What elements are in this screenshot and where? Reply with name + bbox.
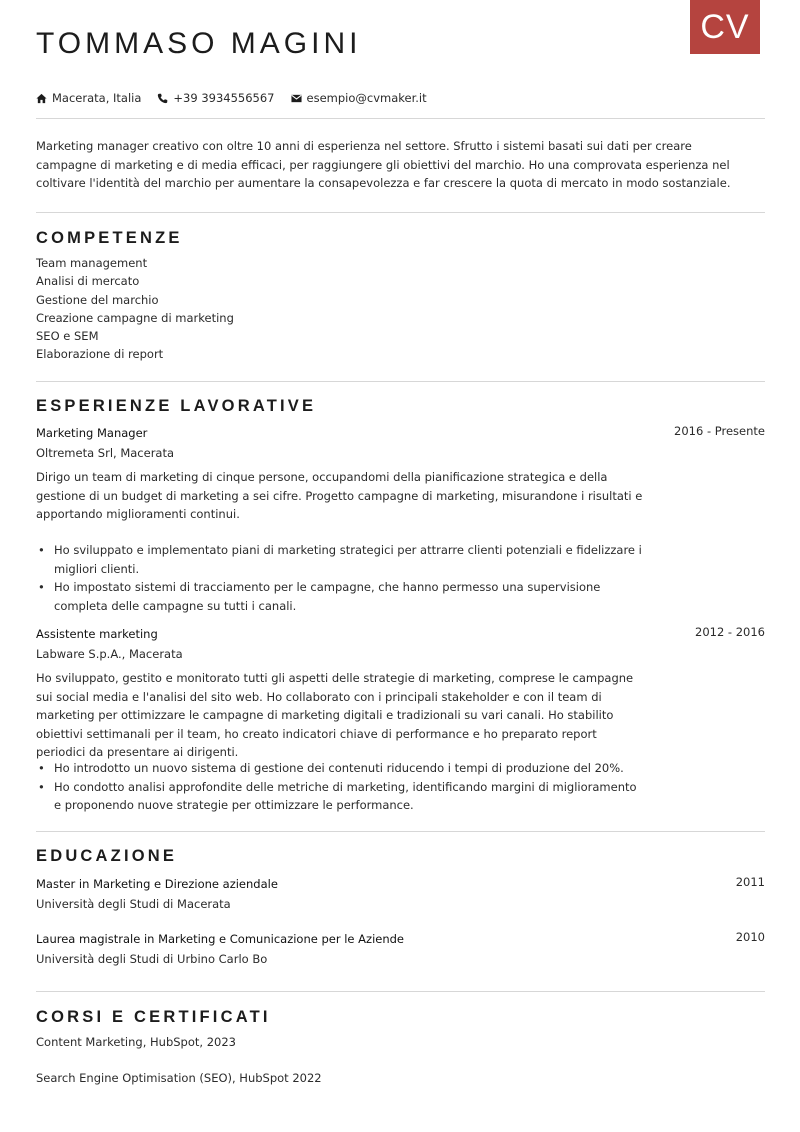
bullet-icon: • [38, 580, 45, 594]
achievement-item [36, 778, 646, 815]
job-dates: 2012 - 2016 [695, 625, 765, 639]
divider [36, 212, 765, 213]
course-item: Content Marketing, HubSpot, 2023 [36, 1035, 236, 1049]
degree-year: 2011 [735, 875, 765, 889]
cv-badge: CV [690, 0, 760, 54]
job-description: Dirigo un team di marketing di cinque persone, occupandomi della pianificazione strategica e della gestione di un budget di marketing a sei cifre. Progetto campagne di marketing, misurandone i risultati e apportando miglioramenti continui. [36, 470, 643, 521]
bullet-icon: • [38, 761, 45, 775]
divider [36, 381, 765, 382]
skill-item: Team management [36, 256, 148, 270]
section-title-education: EDUCAZIONE [36, 847, 178, 865]
envelope-icon [291, 94, 302, 103]
job-achievements [36, 541, 646, 615]
degree-school: Università degli Studi di Urbino Carlo Bo [36, 952, 268, 966]
skill-item: SEO e SEM [36, 329, 99, 344]
job-description: Ho sviluppato, gestito e monitorato tutti gli aspetti delle strategie di marketing, comprese le campagne sui social media e l'analisi del sito web. Ho collaborato con i principali stakeholder e con il team di marketing per ottimizzare le campagne di marketing digitali e tradizionali su vari canali. Ho stabilito obiettivi settimanali per il team, ho creato indicatori chiave di performance e ho preparato report periodici da presentare ai dirigenti. [36, 671, 634, 759]
home-icon [36, 93, 47, 104]
job-title: Assistente marketing [36, 627, 158, 641]
contact-bar [36, 90, 443, 106]
contact-email[interactable] [291, 91, 427, 105]
job-company: Oltremeta Srl, Macerata [36, 446, 175, 460]
section-title-experience: ESPERIENZE LAVORATIVE [36, 397, 317, 415]
profile-summary: Marketing manager creativo con oltre 10 anni di esperienza nel settore. Sfrutto i sistemi basati sui dati per creare campagne di marketing e di media efficaci, per raggiungere gli obiettivi del marchio. Ho una comprovata esperienza nel coltivare l'identità del marchio per aumentare la consapevolezza e far crescere la quota di mercato in modo sostanziale. [36, 139, 731, 190]
skill-item: Analisi di mercato [36, 274, 140, 289]
phone-icon [157, 93, 168, 104]
bullet-icon: • [38, 543, 45, 557]
course-item: Search Engine Optimisation (SEO), HubSpot 2022 [36, 1071, 322, 1085]
divider [36, 118, 765, 119]
degree-title: Laurea magistrale in Marketing e Comunicazione per le Aziende [36, 932, 404, 946]
achievement-item [36, 578, 646, 615]
location-text: Macerata, Italia [52, 91, 142, 105]
contact-phone[interactable] [157, 91, 274, 105]
divider [36, 831, 765, 832]
achievement-item [36, 541, 646, 578]
achievement-item [36, 759, 646, 778]
email-text: esempio@cvmaker.it [306, 91, 427, 105]
achievement-text: Ho condotto analisi approfondite delle metriche di marketing, identificando margini di miglioramento e proponendo nuove strategie per ottimizzare le performance. [54, 779, 637, 812]
degree-title: Master in Marketing e Direzione aziendale [36, 877, 278, 891]
skills-list [36, 254, 234, 364]
section-title-courses: CORSI E CERTIFICATI [36, 1008, 271, 1026]
degree-year: 2010 [735, 930, 765, 944]
candidate-name: TOMMASO MAGINI [36, 27, 362, 60]
degree-school: Università degli Studi di Macerata [36, 897, 231, 911]
job-dates: 2016 - Presente [674, 424, 765, 438]
achievement-text: Ho introdotto un nuovo sistema di gestione dei contenuti riducendo i tempi di produzione del 20%. [54, 761, 624, 775]
skill-item: Gestione del marchio [36, 292, 159, 307]
contact-location [36, 91, 141, 105]
achievement-text: Ho sviluppato e implementato piani di marketing strategici per attrarre clienti potenziali e fidelizzare i migliori clienti. [54, 543, 642, 576]
section-title-skills: COMPETENZE [36, 229, 183, 247]
skill-item: Creazione campagne di marketing [36, 310, 234, 325]
achievement-text: Ho impostato sistemi di tracciamento per le campagne, che hanno permesso una supervisione completa delle campagne su tutti i canali. [54, 580, 601, 613]
bullet-icon: • [38, 779, 45, 794]
divider [36, 991, 765, 992]
job-title: Marketing Manager [36, 426, 148, 440]
skill-item: Elaborazione di report [36, 347, 164, 362]
job-achievements [36, 759, 646, 815]
phone-text: +39 3934556567 [173, 91, 275, 105]
job-company: Labware S.p.A., Macerata [36, 647, 183, 661]
